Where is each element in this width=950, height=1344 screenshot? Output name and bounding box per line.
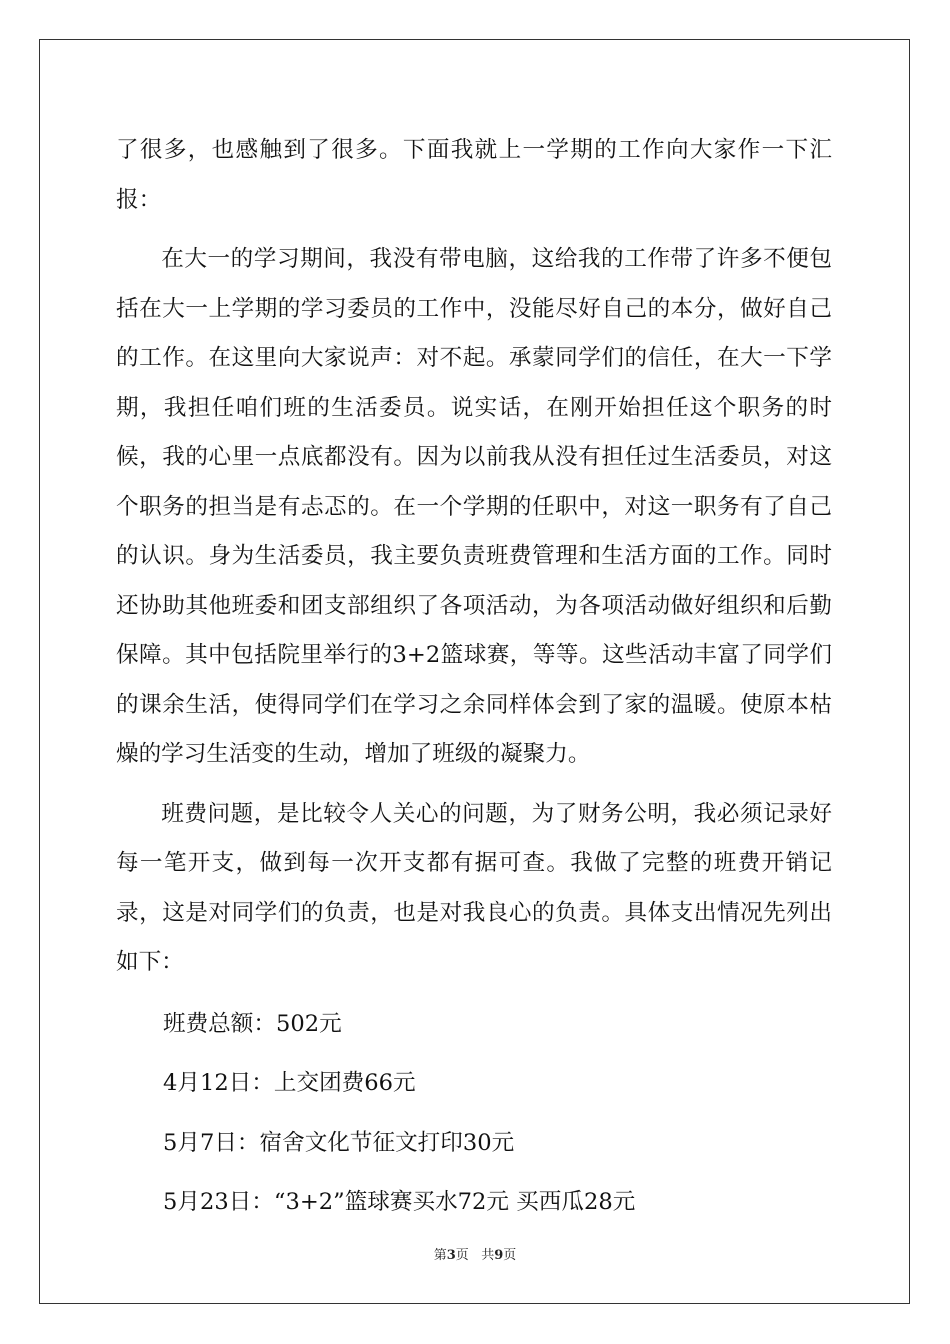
page-number: 3 <box>446 1248 456 1263</box>
document-body <box>116 126 832 1238</box>
total-pages: 9 <box>494 1248 504 1263</box>
page-suffix: 页 <box>455 1248 469 1263</box>
paragraph-work-summary: 在大一的学习期间，我没有带电脑，这给我的工作带了许多不便包括在大一上学期的学习委员的工作中，没能尽好自己的本分，做好自己的工作。在这里向大家说声：对不起。承蒙同学们的信任，在大一下学期，我担任咱们班的生活委员。说实话，在刚开始担任这个职务的时候，我的心里一点底都没有。因为以前我从没有担任过生活委员，对这个职务的担当是有忐忑的。在一个学期的任职中，对这一职务有了自己的认识。身为生活委员，我主要负责班费管理和生活方面的工作。同时还协助其他班委和团支部组织了各项活动，为各项活动做好组织和后勤保障。其中包括院里举行的3+2篮球赛，等等。这些活动丰富了同学们的课余生活，使得同学们在学习之余同样体会到了家的温暖。使原本枯燥的学习生活变的生动，增加了班级的凝聚力。 <box>116 246 832 767</box>
paragraph-intro: 了很多，也感触到了很多。下面我就上一学期的工作向大家作一下汇报： <box>116 137 832 213</box>
expense-item: 5月23日：“3+2”篮球赛买水72元 买西瓜28元 <box>163 1189 636 1215</box>
total-suffix: 页 <box>503 1248 517 1263</box>
page-prefix: 第 <box>433 1248 447 1263</box>
total-prefix: 共 <box>481 1248 495 1263</box>
expense-list <box>116 1000 832 1228</box>
paragraph-class-fee: 班费问题，是比较令人关心的问题，为了财务公明，我必须记录好每一笔开支，做到每一次开支都有据可查。我做了完整的班费开销记录，这是对同学们的负责，也是对我良心的负责。具体支出情况先列出如下： <box>116 800 832 975</box>
expense-item-total: 班费总额：502元 <box>163 1010 342 1037</box>
page-footer <box>0 1244 950 1263</box>
expense-item: 4月12日：上交团费66元 <box>163 1070 416 1096</box>
expense-item: 5月7日：宿舍文化节征文打印30元 <box>163 1129 515 1156</box>
